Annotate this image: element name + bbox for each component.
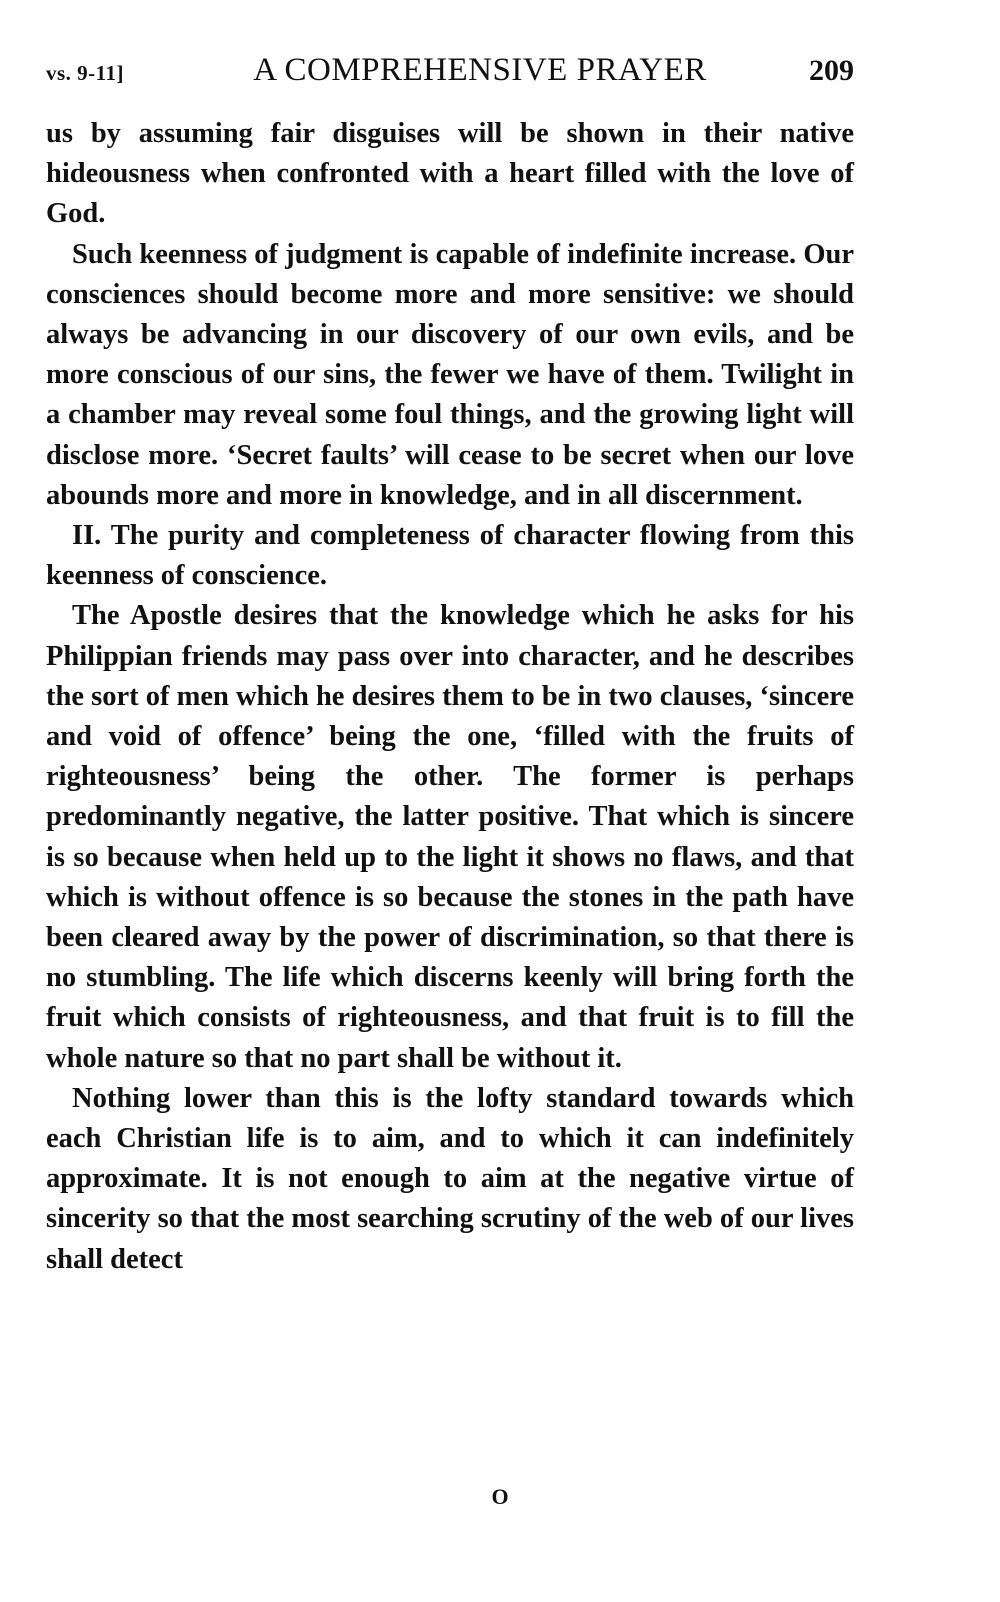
section-heading-paragraph: II. The purity and completeness of character flowing from this keenness of conscience.: [46, 520, 854, 592]
running-head: [46, 52, 854, 104]
paragraph: Nothing lower than this is the lofty standard towards which each Christian life is to aim, and to which it can indefinitely approximate. It is not enough to aim at the negative virtue of sincerity so that the most searching scrutiny of the web of our lives shall detect: [46, 1082, 854, 1275]
signature-mark: O: [491, 1484, 509, 1509]
book-page: [46, 52, 854, 1280]
verse-reference: vs. 9-11]: [46, 61, 124, 85]
page-number: 209: [809, 54, 854, 87]
body-text: [46, 114, 854, 1280]
paragraph: The Apostle desires that the knowledge which he asks for his Philippian friends may pass over into character, and he describes the sort of men which he desires them to be in two clauses, ‘sincere and void of offence’ being the one, ‘filled with the fruits of righteousness’ being the other. The former is perhaps predominantly negative, the latter positive. That which is sincere is so because when held up to the light it shows no flaws, and that which is without offence is so because the stones in the path have been cleared away by the power of discrimination, so that there is no stumbling. The life which discerns keenly will bring forth the fruit which consists of righteousness, and that fruit is to fill the whole nature so that no part shall be without it.: [46, 600, 854, 1074]
page-title: A COMPREHENSIVE PRAYER: [253, 52, 707, 88]
paragraph-continued: us by assuming fair disguises will be shown in their native hideousness when confronted with a heart filled with the love of God.: [46, 118, 854, 230]
paragraph: Such keenness of judgment is capable of indefinite increase. Our consciences should become more and more sensitive: we should always be advancing in our discovery of our own evils, and be more conscious of our sins, the fewer we have of them. Twilight in a chamber may reveal some foul things, and the growing light will disclose more. ‘Secret faults’ will cease to be secret when our love abounds more and more in knowledge, and in all discernment.: [46, 238, 854, 511]
